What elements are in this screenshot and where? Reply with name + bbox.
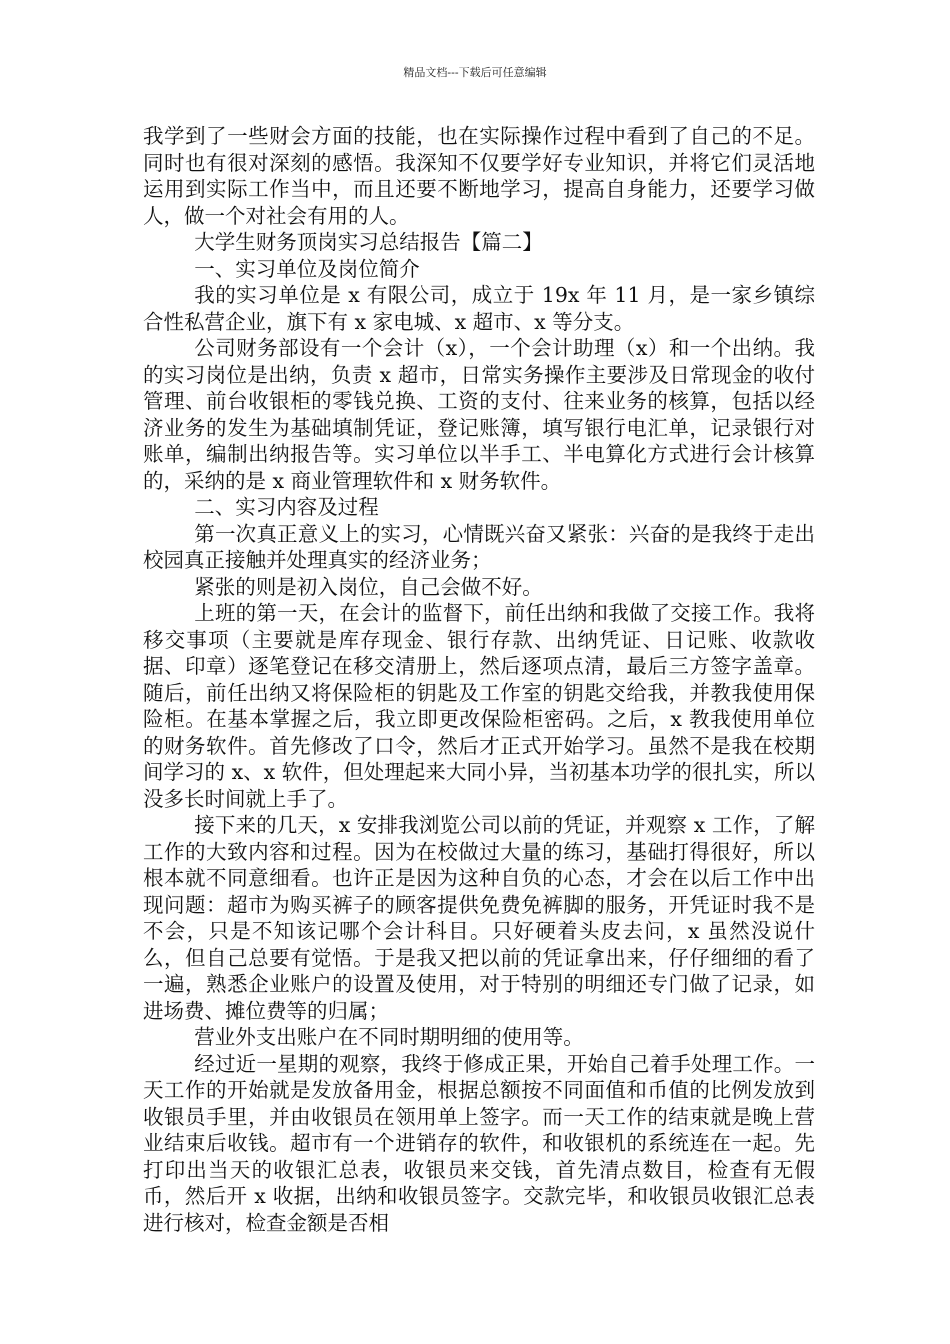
heading-content-process: 二、实习内容及过程 — [194, 495, 379, 519]
page-header: 精品文档---下载后可任意编辑 — [403, 66, 547, 79]
paragraph-continuation: 我学到了一些财会方面的技能，也在实际操作过程中看到了自己的不足。同时也有很对深刻的感悟。我深知不仅要学好专业知识，并将它们灵活地运用到实际工作当中，而且还要不断地学习，提高自身能力，还要学习做人，做一个对社会有用的人。 — [143, 124, 815, 228]
paragraph-expenditure: 营业外支出账户在不同时期明细的使用等。 — [194, 1025, 584, 1049]
section-title: 大学生财务顶岗实习总结报告【篇二】 — [194, 230, 543, 254]
paragraph-unit: 我的实习单位是 x 有限公司，成立于 19x 年 11 月，是一家乡镇综合性私营企业，旗下有 x 家电城、x 超市、x 等分支。 — [143, 283, 815, 334]
paragraph-daily-work: 经过近一星期的观察，我终于修成正果，开始自己着手处理工作。一天工作的开始就是发放备用金，根据总额按不同面值和币值的比例发放到收银员手里，并由收银员在领用单上签字。而一天工作的结束就是晚上营业结束后收钱。超市有一个进销存的软件，和收银机的系统连在一起。先打印出当天的收银汇总表，收银员来交钱，首先清点数目，检查有无假币，然后开 x 收据，出纳和收银员签字。交款完毕，和收银员收银汇总表进行核对，检查金额是否相 — [143, 1051, 815, 1235]
paragraph-finance-dept: 公司财务部设有一个会计（x），一个会计助理（x）和一个出纳。我的实习岗位是出纳，负责 x 超市，日常实务操作主要涉及日常现金的收付管理、前台收银柜的零钱兑换、工资的支付、往来业务的核算，包括以经济业务的发生为基础填制凭证，登记账簿，填写银行电汇单，记录银行对账单，编制出纳报告等。实习单位以半手工、半电算化方式进行会计核算的，采纳的是 x 商业管理软件和 x 财务软件。 — [143, 336, 815, 493]
heading-unit-intro: 一、实习单位及岗位简介 — [194, 256, 420, 281]
paragraph-nervous: 紧张的则是初入岗位，自己会做不好。 — [194, 574, 543, 599]
paragraph-first-internship: 第一次真正意义上的实习，心情既兴奋又紧张：兴奋的是我终于走出校园真正接触并处理真实的经济业务； — [143, 521, 815, 572]
document-body — [143, 123, 815, 1236]
paragraph-first-day: 上班的第一天，在会计的监督下，前任出纳和我做了交接工作。我将移交事项（主要就是库存现金、银行存款、出纳凭证、日记账、收款收据、印章）逐笔登记在移交清册上，然后逐项点清，最后三方签字盖章。随后，前任出纳又将保险柜的钥匙及工作室的钥匙交给我，并教我使用保险柜。在基本掌握之后，我立即更改保险柜密码。之后，x 教我使用单位的财务软件。首先修改了口令，然后才正式开始学习。虽然不是我在校期间学习的 x、x 软件，但处理起来大同小异，当初基本功学的很扎实，所以没多长时间就上手了。 — [143, 601, 815, 811]
paragraph-next-days: 接下来的几天，x 安排我浏览公司以前的凭证，并观察 x 工作，了解工作的大致内容和过程。因为在校做过大量的练习，基础打得很好，所以根本就不同意细看。也许正是因为这种自负的心态，才会在以后工作中出现问题：超市为购买裤子的顾客提供免费免裤脚的服务，开凭证时我不是不会，只是不知该记哪个会计科目。只好硬着头皮去问，x 虽然没说什么，但自己总要有觉悟。于是我又把以前的凭证拿出来，仔仔细细的看了一遍，熟悉企业账户的设置及使用，对于特别的明细还专门做了记录，如进场费、摊位费等的归属； — [143, 813, 815, 1023]
